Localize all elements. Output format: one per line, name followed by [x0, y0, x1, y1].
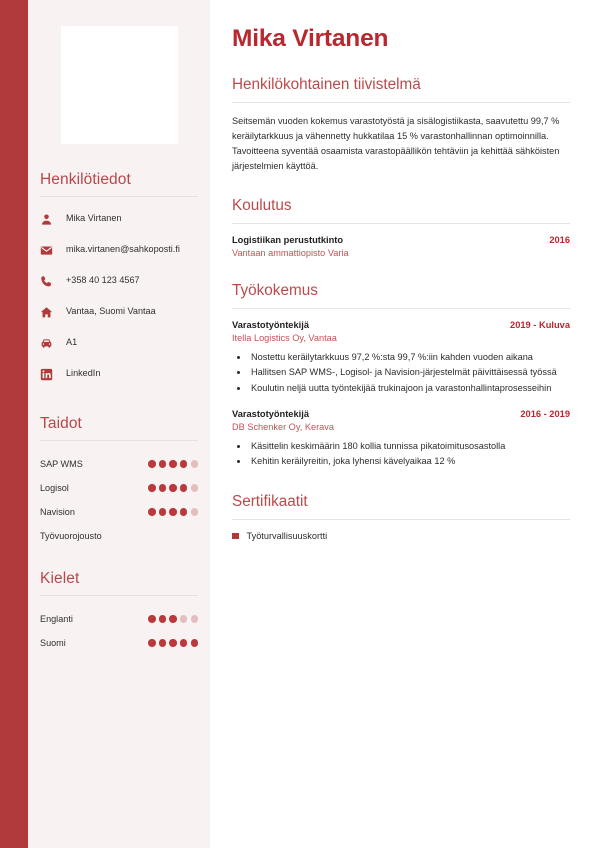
rating-dot	[148, 639, 155, 646]
divider	[232, 223, 570, 224]
rating-dot	[169, 508, 176, 515]
job-bullet-list	[232, 440, 570, 469]
car-icon	[40, 337, 62, 350]
language-label: Suomi	[40, 638, 66, 648]
rating-dot	[159, 484, 166, 491]
contact-value: Mika Virtanen	[66, 213, 122, 224]
rating-dot	[159, 639, 166, 646]
rating-dot	[180, 639, 187, 646]
rating-dot	[169, 460, 176, 467]
contact-item-email[interactable]	[40, 239, 198, 261]
skill-label: Navision	[40, 507, 75, 517]
job-title: Varastotyöntekijä	[232, 319, 309, 330]
rating-dot	[180, 508, 187, 515]
education-section-title: Koulutus	[232, 196, 292, 214]
job-bullet: • Hallitsen SAP WMS-, Logisol- ja Navision-järjestelmät päivittäisessä työssä	[249, 366, 570, 380]
experience-entry	[232, 320, 570, 396]
contact-item-license	[40, 332, 198, 354]
rating-dot	[159, 508, 166, 515]
entry-header	[232, 409, 570, 419]
profile-photo-placeholder[interactable]	[61, 26, 178, 144]
language-rating	[148, 615, 198, 622]
job-date: 2019 - Kuluva	[510, 319, 570, 330]
main-column	[210, 0, 600, 848]
section-summary	[232, 53, 570, 174]
sidebar-section-skills	[40, 394, 198, 548]
rating-dot	[148, 484, 155, 491]
skill-label: Logisol	[40, 483, 69, 493]
phone-icon	[40, 275, 62, 288]
job-title: Varastotyöntekijä	[232, 408, 309, 419]
person-icon	[40, 213, 62, 226]
personal-section-title: Henkilötiedot	[40, 171, 131, 188]
language-row	[40, 607, 198, 631]
contact-item-address	[40, 301, 198, 323]
company-name: Itella Logistics Oy, Vantaa	[232, 332, 337, 343]
rating-dot	[148, 615, 155, 622]
summary-text: Seitsemän vuoden kokemus varastotyöstä ja sisälogistiikasta, saavutettu 99,7 % keräilytarkkuus ja vähennetty hukkatilaa 15 % varastonhallinnan optimoinnilla. Tavoitteena syventää osaamista varastopäällikön tehtäviin ja kehittää sähköisten järjestelmien käyttöä.	[232, 115, 560, 171]
sidebar-section-personal	[40, 144, 198, 385]
summary-section-title: Henkilökohtainen tiivistelmä	[232, 75, 421, 93]
education-list	[232, 235, 570, 258]
job-bullet: • Kehitin keräilyreitin, joka lyhensi kävelyaikaa 12 %	[249, 455, 570, 469]
rating-dot	[191, 484, 198, 491]
rating-dot	[191, 615, 198, 622]
rating-dot	[191, 508, 198, 515]
divider	[232, 308, 570, 309]
language-row	[40, 631, 198, 655]
sidebar-section-languages	[40, 548, 198, 655]
divider	[40, 196, 198, 197]
rating-dot	[180, 484, 187, 491]
contact-value: LinkedIn	[66, 368, 101, 379]
skill-row	[40, 452, 198, 476]
candidate-name: Mika Virtanen	[232, 25, 389, 52]
contact-value: mika.virtanen@sahkoposti.fi	[66, 244, 180, 255]
section-experience	[232, 260, 570, 469]
entry-header	[232, 235, 570, 245]
envelope-icon	[40, 244, 62, 257]
rating-dot	[148, 508, 155, 515]
divider	[232, 102, 570, 103]
divider	[40, 440, 198, 441]
school-name: Vantaan ammattiopisto Varia	[232, 247, 349, 258]
entry-header	[232, 320, 570, 330]
certificate-name: Työturvallisuuskortti	[246, 530, 328, 541]
rating-dot	[159, 615, 166, 622]
rating-dot	[180, 460, 187, 467]
language-rating	[148, 639, 198, 646]
contact-value: +358 40 123 4567	[66, 275, 140, 286]
rating-dot	[169, 639, 176, 646]
experience-entry	[232, 409, 570, 469]
linkedin-icon	[40, 368, 62, 381]
divider	[232, 519, 570, 520]
certificate-item	[232, 531, 570, 541]
section-certificates	[232, 471, 570, 541]
languages-section-title: Kielet	[40, 570, 80, 587]
skill-row	[40, 524, 198, 548]
contact-item-linkedin[interactable]	[40, 363, 198, 385]
job-date: 2016 - 2019	[520, 408, 570, 419]
job-bullet: • Käsittelin keskimäärin 180 kollia tunnissa pikatoimitusosastolla	[249, 440, 570, 454]
degree-title: Logistiikan perustutkinto	[232, 234, 344, 245]
certificates-list	[232, 531, 570, 541]
skill-rating	[148, 484, 198, 491]
rating-dot	[169, 484, 176, 491]
languages-list	[40, 607, 198, 655]
divider	[40, 595, 198, 596]
education-entry	[232, 235, 570, 258]
certificates-section-title: Sertifikaatit	[232, 492, 308, 510]
skill-row	[40, 476, 198, 500]
language-label: Englanti	[40, 614, 73, 624]
skill-label: Työvuorojousto	[40, 531, 102, 541]
contact-value: Vantaa, Suomi Vantaa	[66, 306, 156, 317]
education-date: 2016	[549, 234, 570, 245]
rating-dot	[148, 460, 155, 467]
left-accent-stripe	[0, 0, 28, 848]
sidebar	[28, 0, 210, 848]
contact-item-phone[interactable]	[40, 270, 198, 292]
rating-dot	[180, 615, 187, 622]
job-bullet-list	[232, 351, 570, 396]
section-education	[232, 174, 570, 258]
contact-value: A1	[66, 337, 78, 348]
experience-list	[232, 320, 570, 469]
rating-dot	[169, 615, 176, 622]
skill-row	[40, 500, 198, 524]
rating-dot	[191, 639, 198, 646]
square-bullet-icon	[232, 533, 239, 540]
contact-list	[40, 208, 198, 385]
skill-rating	[148, 508, 198, 515]
rating-dot	[159, 460, 166, 467]
skill-rating	[148, 460, 198, 467]
experience-section-title: Työkokemus	[232, 281, 318, 299]
home-icon	[40, 306, 62, 319]
job-bullet: • Nostettu keräilytarkkuus 97,2 %:sta 99,7 %:iin kahden vuoden aikana	[249, 351, 570, 365]
skills-section-title: Taidot	[40, 415, 82, 432]
rating-dot	[191, 460, 198, 467]
skills-list	[40, 452, 198, 548]
company-name: DB Schenker Oy, Kerava	[232, 421, 334, 432]
skill-label: SAP WMS	[40, 459, 83, 469]
profile-photo-container	[40, 0, 198, 144]
contact-item-name	[40, 208, 198, 230]
job-bullet: • Koulutin neljä uutta työntekijää trukinajoon ja varastonhallintaprosesseihin	[249, 382, 570, 396]
